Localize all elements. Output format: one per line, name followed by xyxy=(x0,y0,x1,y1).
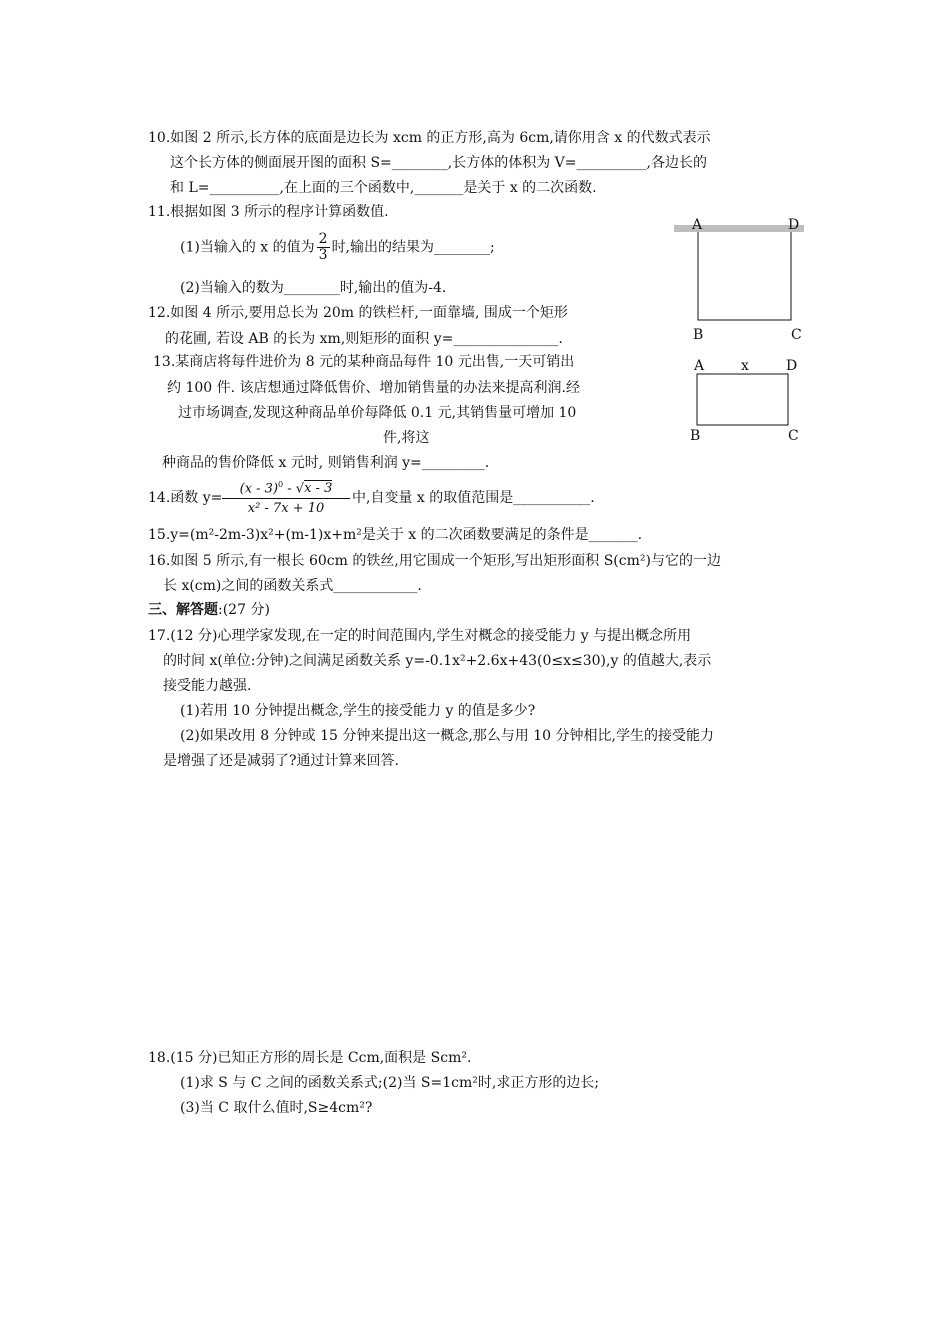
q17-line3: 接受能力越强. xyxy=(163,678,252,694)
fig5-label-d: D xyxy=(786,358,798,374)
q17-sub2: (2)如果改用 8 分钟或 15 分钟来提出这一概念,那么与用 10 分钟相比,学生的接受能力 xyxy=(180,728,714,744)
q11-sub1-post: 时,输出的结果为________; xyxy=(331,239,495,256)
figure-5-rectangle-diagram xyxy=(690,370,800,430)
q17-line2: 的时间 x(单位:分钟)之间满足函数关系 y=-0.1x²+2.6x+43(0≤x≤30),y 的值越大,表示 xyxy=(163,653,712,669)
fig4-label-b: B xyxy=(693,327,704,343)
figure-4-fence-diagram xyxy=(668,215,808,345)
q10-line3: 和 L=__________,在上面的三个函数中,_______是关于 x 的二次函数. xyxy=(170,180,597,196)
q15-line1: 15.y=(m²-2m-3)x²+(m-1)x+m²是关于 x 的二次函数要满足的条件是_______. xyxy=(148,527,643,543)
q11-line1: 11.根据如图 3 所示的程序计算函数值. xyxy=(148,204,389,220)
q13-line4: 件,将这 xyxy=(383,430,430,446)
q14-num-sqrt: x - 3 xyxy=(304,481,333,497)
fraction-denominator: 3 xyxy=(318,247,328,263)
section-3-heading xyxy=(148,601,270,619)
q11-sub2: (2)当输入的数为________时,输出的值为-4. xyxy=(180,280,447,296)
q13-line2: 约 100 件. 该店想通过降低售价、增加销售量的办法来提高利润.经 xyxy=(167,380,580,396)
q17-line1: 17.(12 分)心理学家发现,在一定的时间范围内,学生对概念的接受能力 y 与提出概念所用 xyxy=(148,628,692,644)
q18-line1: 18.(15 分)已知正方形的周长是 Ccm,面积是 Scm². xyxy=(148,1050,472,1066)
q12-line1: 12.如图 4 所示,要用总长为 20m 的铁栏杆,一面靠墙, 围成一个矩形 xyxy=(148,305,568,321)
q14-fraction xyxy=(222,477,350,517)
q16-line1: 16.如图 5 所示,有一根长 60cm 的铁丝,用它围成一个矩形,写出矩形面积 S(cm²)与它的一边 xyxy=(148,553,721,569)
fig4-label-d: D xyxy=(788,217,800,233)
section-3-score: :(27 分) xyxy=(218,602,270,618)
fig5-label-c: C xyxy=(788,428,799,444)
q13-line3: 过市场调查,发现这种商品单价每降低 0.1 元,其销售量可增加 10 xyxy=(178,405,577,421)
wire-rectangle xyxy=(697,374,788,425)
fraction-numerator: 2 xyxy=(318,231,328,247)
sqrt-sign: √ xyxy=(295,481,305,497)
q16-line2: 长 x(cm)之间的函数关系式____________. xyxy=(163,578,422,594)
q13-line1: 13.某商店将每件进价为 8 元的某种商品每件 10 元出售,一天可销出 xyxy=(153,354,575,370)
fig4-label-c: C xyxy=(791,327,802,343)
q18-sub2: (3)当 C 取什么值时,S≥4cm²? xyxy=(180,1100,373,1116)
q18-sub1: (1)求 S 与 C 之间的函数关系式;(2)当 S=1cm²时,求正方形的边长; xyxy=(180,1075,600,1091)
q14-num-part1: (x - 3) xyxy=(239,481,279,497)
fig5-label-a: A xyxy=(694,358,705,374)
q14-num-part2: - xyxy=(283,481,296,497)
q17-sub1: (1)若用 10 分钟提出概念,学生的接受能力 y 的值是多少? xyxy=(180,703,536,719)
q14-pre: 14.函数 y= xyxy=(148,490,223,506)
fraction-two-thirds xyxy=(317,232,330,263)
fig5-label-x: x xyxy=(741,358,749,374)
q11-sub1 xyxy=(180,232,495,263)
q11-sub1-pre: (1)当输入的 x 的值为 xyxy=(180,239,315,256)
fig5-label-b: B xyxy=(690,428,701,444)
q14-numerator xyxy=(222,477,350,499)
section-3-title: 三、解答题 xyxy=(148,602,218,618)
q12-line2: 的花圃, 若设 AB 的长为 xm,则矩形的面积 y=_______________. xyxy=(165,331,563,347)
fig4-label-a: A xyxy=(692,217,703,233)
q17-sub2b: 是增强了还是减弱了?通过计算来回答. xyxy=(163,753,399,769)
q14-denominator: x² - 7x + 10 xyxy=(247,501,325,517)
q14-post: 中,自变量 x 的取值范围是___________. xyxy=(352,490,595,506)
fence-rectangle xyxy=(698,232,791,320)
q13-line5: 种商品的售价降低 x 元时, 则销售利润 y=_________. xyxy=(162,455,490,471)
q14-num-exp: 0 xyxy=(278,480,284,489)
q10-line1: 10.如图 2 所示,长方体的底面是边长为 xcm 的正方形,高为 6cm,请你用含 x 的代数式表示 xyxy=(148,130,711,146)
q10-line2: 这个长方体的侧面展开图的面积 S=________,长方体的体积为 V=__________,各边长的 xyxy=(170,155,707,171)
